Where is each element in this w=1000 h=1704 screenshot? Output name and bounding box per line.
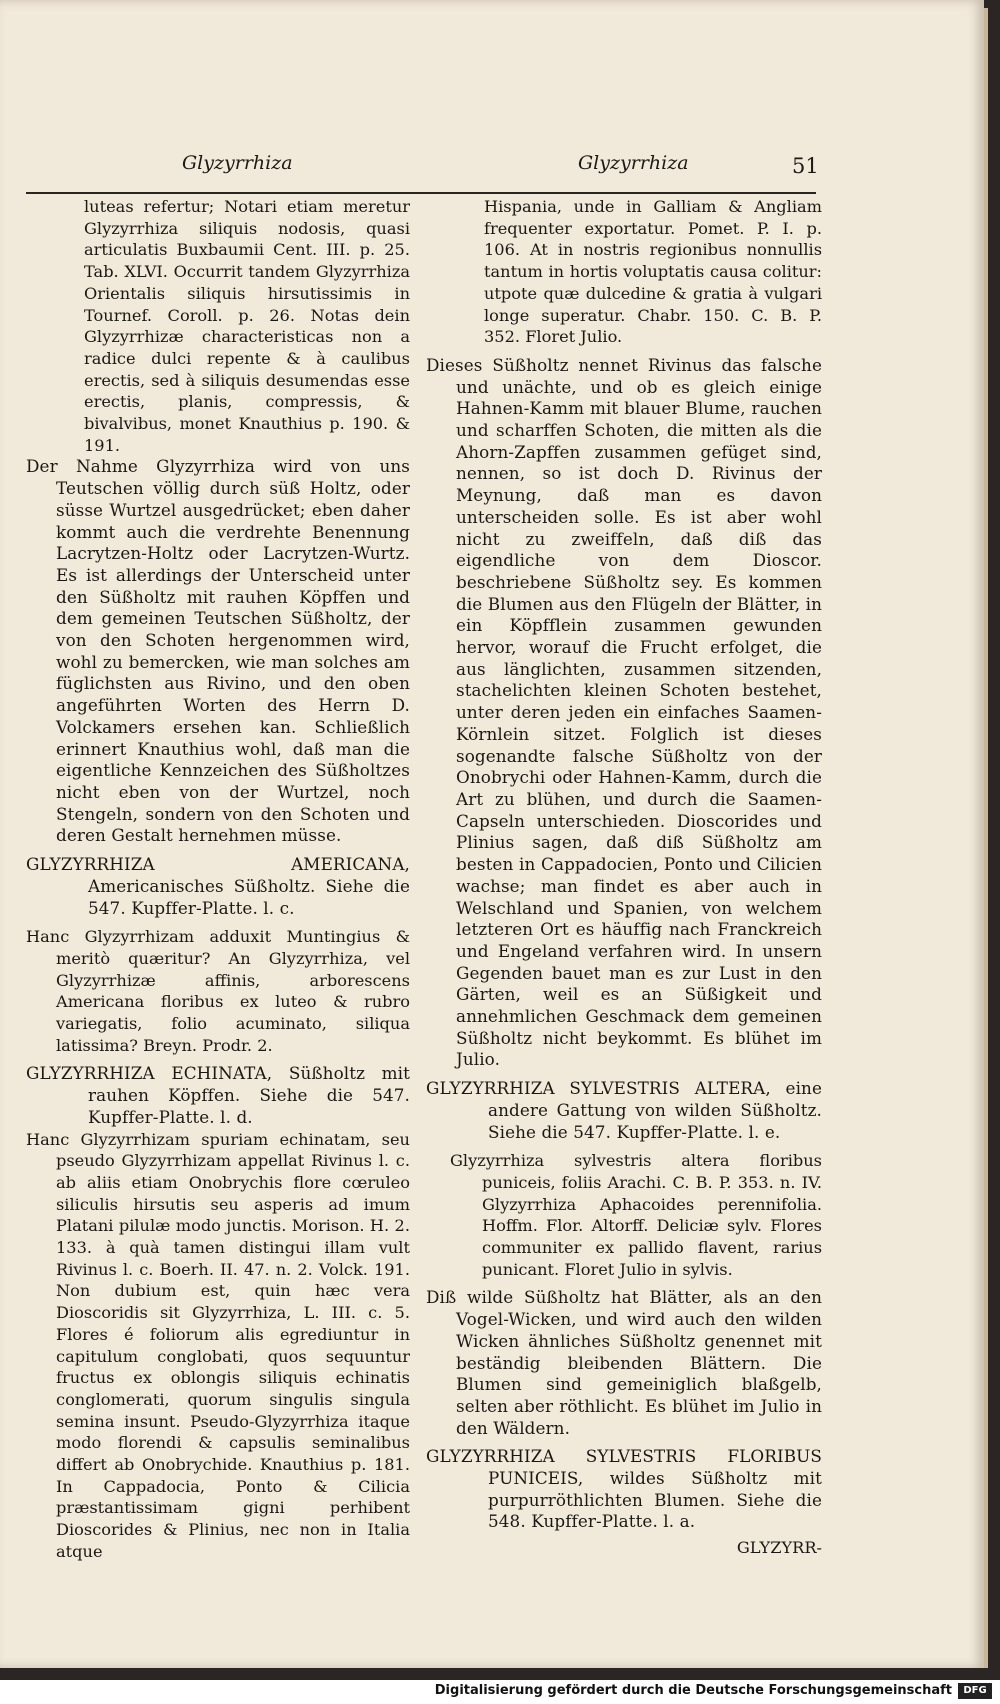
- entry-heading-americana: GLYZYRRHIZA AMERICANA, Americanisches Süßholtz. Siehe die 547. Kupffer-Platte. l. c.: [26, 854, 410, 918]
- entry-heading-sylvestris-altera: GLYZYRRHIZA SYLVESTRIS ALTERA, eine andere Gattung von wilden Süßholtz. Siehe die 547. Kupffer-Platte. l. e.: [426, 1078, 822, 1142]
- running-head-right: Glyzyrrhiza: [578, 152, 689, 174]
- paragraph-latin-americana: Hanc Glyzyrrhizam adduxit Muntingius & meritò quæritur? An Glyzyrrhiza, vel Glyzyrrhizæ affinis, arborescens Americana floribus ex luteo & rubro variegatis, folio acuminato, siliqua latissima? Breyn. Prodr. 2.: [26, 927, 410, 1055]
- page-number: 51: [792, 154, 819, 178]
- catchword: GLYZYRR-: [736, 1538, 822, 1558]
- paragraph-german-name: Der Nahme Glyzyrrhiza wird von uns Teutschen völlig durch süß Holtz, oder süsse Wurtzel ausgedrücket; eben daher kommt auch die verdrehte Benennung Lacrytzen-Holtz oder Lacrytzen-Wurtz. Es ist allerdings der Unterscheid unter den Süßholtz mit rauhen Köpffen und dem gemeinen Teutschen Süßholtz, der von den Schoten hergenommen wird, wohl zu bemercken, wie man solches am füglichsten aus Rivino, und den oben angeführten Worten des Herrn D. Volckamers ersehen kan. Schließlich erinnert Knauthius wohl, daß man die eigentliche Kennzeichen des Süßholtzes nicht eben von der Wurtzel, noch Stengeln, sondern von den Schoten und deren Gestalt hernehmen müsse.: [26, 456, 410, 846]
- left-column: [24, 196, 410, 1563]
- funding-credit: Digitalisierung gefördert durch die Deutsche Forschungsgemeinschaft: [434, 1683, 952, 1698]
- page-edge: [984, 8, 988, 1668]
- running-head-left: Glyzyrrhiza: [182, 152, 293, 174]
- page-header: [0, 152, 984, 192]
- digitization-footer: [0, 1680, 1000, 1704]
- paragraph-latin-sylvestris-altera: Glyzyrrhiza sylvestris altera floribus puniceis, foliis Arachi. C. B. P. 353. n. IV. Glyzyrrhiza Aphacoides perennifolia. Hoffm. Flor. Altorff. Deliciæ sylv. Flores communiter ex pallido flavent, rarius punicant. Floret Julio in sylvis.: [450, 1151, 822, 1279]
- paragraph-german-sylvestris-altera: Diß wilde Süßholtz hat Blätter, als an den Vogel-Wicken, und wird auch den wilden Wicken ähnliches Süßholtz genennet mit beständig bleibenden Blättern. Die Blumen sind gemeiniglich blaßgelb, selten aber röthlicht. Es blühet im Julio in den Wäldern.: [426, 1287, 822, 1438]
- paragraph-latin-echinata: Hanc Glyzyrrhizam spuriam echinatam, seu pseudo Glyzyrrhizam appellat Rivinus l. c. ab aliis etiam Onobrychis flore cœruleo siliculis hirsutis seu asperis ad imum Platani pilulæ modo junctis. Morison. H. 2. 133. à quà tamen distingui illam vult Rivinus l. c. Boerh. II. 47. n. 2. Volck. 191. Non dubium est, quin hæc vera Dioscoridis sit Glyzyrrhiza, L. III. c. 5. Flores é foliorum alis egrediuntur in capitulum conglobati, quos sequuntur fructus ex oblongis siliquis echinatis conglomerati, quorum singulis singula semina insunt. Pseudo-Glyzyrrhiza itaque modo florendi & capsulis seminalibus differt ab Onobrychide. Knauthius p. 181. In Cappadocia, Ponto & Cilicia præstantissimam gigni perhibent Dioscorides & Plinius, nec non in Italia atque: [26, 1129, 410, 1561]
- header-rule: [26, 192, 816, 194]
- paragraph-latin-continuation-right: Hispania, unde in Galliam & Angliam frequenter exportatur. Pomet. P. I. p. 106. At in nostris regionibus nonnullis tantum in hortis voluptatis causa colitur: utpote quæ dulcedine & gratia à vulgari longe superatur. Chabr. 150. C. B. P. 352. Floret Julio.: [484, 197, 822, 347]
- entry-heading-sylvestris-puniceis: GLYZYRRHIZA SYLVESTRIS FLORIBUS PUNICEIS, wildes Süßholtz mit purpurröthlichten Blumen. Siehe die 548. Kupffer-Platte. l. a.: [426, 1446, 822, 1532]
- right-column: [424, 196, 822, 1559]
- paragraph-latin-continuation: luteas refertur; Notari etiam meretur Glyzyrrhiza siliquis nodosis, quasi articulatis Buxbaumii Cent. III. p. 25. Tab. XLVI. Occurrit tandem Glyzyrrhiza Orientalis siliquis hirsutissimis in Tournef. Coroll. p. 26. Notas dein Glyzyrrhizæ characteristicas non a radice dulci repente & à caulibus erectis, sed à siliquis desumendas esse erectis, planis, compressis, & bivalvibus, monet Knauthius p. 190. & 191.: [84, 197, 410, 455]
- dfg-logo-icon: DFG: [958, 1683, 992, 1699]
- entry-heading-echinata: GLYZYRRHIZA ECHINATA, Süßholtz mit rauhen Köpffen. Siehe die 547. Kupffer-Platte. l. d.: [26, 1063, 410, 1127]
- paragraph-german-echinata: Dieses Süßholtz nennet Rivinus das falsche und unächte, und ob es gleich einige Hahnen-Kamm mit blauer Blume, rauchen und scharffen Schoten, die mitten als die Ahorn-Zapffen zusammen gefüget sind, nennen, so ist doch D. Rivinus der Meynung, daß man es davon unterscheiden solle. Es ist aber wohl nicht zu zweiffeln, daß diß das eigendliche von dem Dioscor. beschriebene Süßholtz sey. Es kommen die Blumen aus den Flügeln der Blätter, in ein Köpfflein zusammen gewunden hervor, worauf die Frucht erfolget, die aus länglichten, zusammen sitzenden, stachelichten kleinen Schoten bestehet, unter deren jeden ein einfaches Saamen-Körnlein sitzet. Folglich ist dieses sogenandte falsche Süßholtz von der Onobrychi oder Hahnen-Kamm, durch die Art zu blühen, und durch die Saamen-Capseln unterschieden. Dioscorides und Plinius sagen, daß diß Süßholtz am besten in Cappadocien, Ponto und Cilicien wachse; man findet es aber auch in Welschland und Spanien, von welchem letzteren Ort es häuffig nach Franckreich und Engeland verfahren wird. In unsern Gegenden bauet man es zur Lust in den Gärten, weil es an Süßigkeit und annehmlichen Geschmack dem gemeinen Süßholtz nicht beykommt. Es blühet im Julio.: [426, 354, 822, 1070]
